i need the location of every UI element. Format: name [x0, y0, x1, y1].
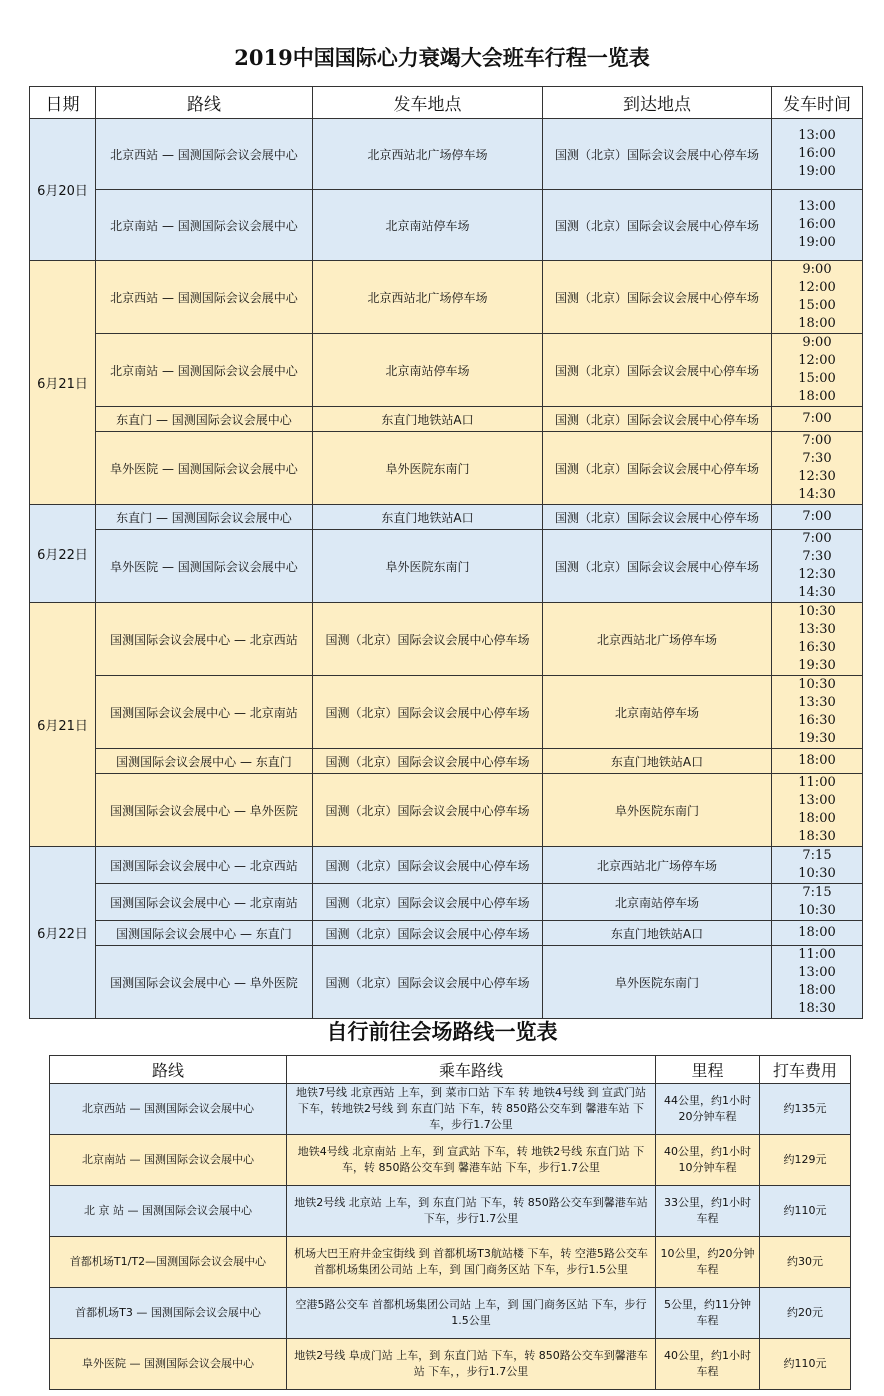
departure-time: 19:00 — [798, 235, 836, 250]
departure-time: 18:00 — [798, 983, 836, 998]
time-cell — [772, 530, 863, 603]
self-route-header-row — [50, 1056, 851, 1084]
departure-time: 19:00 — [798, 164, 836, 179]
header-route: 路线 — [96, 87, 313, 119]
departure-time: 7:00 — [802, 531, 832, 546]
departure-cell: 国测（北京）国际会议会展中心停车场 — [313, 774, 543, 847]
departure-cell: 阜外医院东南门 — [313, 432, 543, 505]
departure-time: 16:30 — [798, 640, 836, 655]
departure-cell: 阜外医院东南门 — [313, 530, 543, 603]
route-cell: 国测国际会议会展中心 — 北京南站 — [96, 676, 313, 749]
date-cell: 6月22日 — [30, 505, 96, 603]
departure-time: 16:00 — [798, 217, 836, 232]
transit-cell: 地铁2号线 北京站 上车，到 东直门站 下车，转 850路公交车到馨港车站 下车，步行1.7公里 — [287, 1186, 656, 1237]
departure-cell: 国测（北京）国际会议会展中心停车场 — [313, 749, 543, 774]
arrival-cell: 国测（北京）国际会议会展中心停车场 — [543, 119, 772, 190]
header-distance: 里程 — [656, 1056, 760, 1084]
arrival-cell: 北京南站停车场 — [543, 884, 772, 921]
transit-cell: 地铁4号线 北京南站 上车，到 宣武站 下车，转 地铁2号线 东直门站 下车，转 850路公交车到 馨港车站 下车，步行1.7公里 — [287, 1135, 656, 1186]
distance-cell: 44公里，约1小时20分钟车程 — [656, 1084, 760, 1135]
departure-time: 19:30 — [798, 731, 836, 746]
fare-cell: 约135元 — [760, 1084, 851, 1135]
route-cell: 北京西站 — 国测国际会议会展中心 — [96, 119, 313, 190]
departure-time: 11:00 — [798, 947, 836, 962]
arrival-cell: 国测（北京）国际会议会展中心停车场 — [543, 505, 772, 530]
departure-time: 13:00 — [798, 965, 836, 980]
route-cell: 国测国际会议会展中心 — 东直门 — [96, 921, 313, 946]
departure-time: 7:30 — [802, 549, 832, 564]
departure-time: 9:00 — [802, 262, 832, 277]
departure-cell: 国测（北京）国际会议会展中心停车场 — [313, 921, 543, 946]
header-arrival: 到达地点 — [543, 87, 772, 119]
departure-cell: 国测（北京）国际会议会展中心停车场 — [313, 603, 543, 676]
time-cell — [772, 119, 863, 190]
departure-time: 7:00 — [802, 509, 832, 524]
table-row — [50, 1135, 851, 1186]
arrival-cell: 北京西站北广场停车场 — [543, 847, 772, 884]
table-row — [30, 505, 863, 530]
departure-cell: 北京西站北广场停车场 — [313, 119, 543, 190]
route-cell: 国测国际会议会展中心 — 阜外医院 — [96, 774, 313, 847]
arrival-cell: 国测（北京）国际会议会展中心停车场 — [543, 190, 772, 261]
fare-cell: 约30元 — [760, 1237, 851, 1288]
arrival-cell: 国测（北京）国际会议会展中心停车场 — [543, 334, 772, 407]
departure-time: 10:30 — [798, 677, 836, 692]
route-cell: 阜外医院 — 国测国际会议会展中心 — [96, 432, 313, 505]
header-fare: 打车费用 — [760, 1056, 851, 1084]
departure-time: 18:00 — [798, 316, 836, 331]
fare-cell: 约129元 — [760, 1135, 851, 1186]
route-cell: 东直门 — 国测国际会议会展中心 — [96, 407, 313, 432]
departure-time: 12:30 — [798, 469, 836, 484]
distance-cell: 10公里，约20分钟车程 — [656, 1237, 760, 1288]
schedule-header-row — [30, 87, 863, 119]
route-cell: 国测国际会议会展中心 — 北京西站 — [96, 603, 313, 676]
departure-time: 13:30 — [798, 622, 836, 637]
departure-cell: 国测（北京）国际会议会展中心停车场 — [313, 676, 543, 749]
departure-time: 7:30 — [802, 451, 832, 466]
transit-cell: 地铁7号线 北京西站 上车，到 菜市口站 下车 转 地铁4号线 到 宣武门站 下车，转地铁2号线 到 东直门站 下车，转 850路公交车到 馨港车站 下车，步行1.7公里 — [287, 1084, 656, 1135]
departure-time: 14:30 — [798, 487, 836, 502]
time-cell — [772, 603, 863, 676]
table-row — [30, 190, 863, 261]
departure-time: 10:30 — [798, 604, 836, 619]
departure-cell: 北京南站停车场 — [313, 334, 543, 407]
time-cell — [772, 946, 863, 1019]
time-cell — [772, 432, 863, 505]
departure-time: 18:00 — [798, 389, 836, 404]
self-route-title: 自行前往会场路线一览表 — [326, 1019, 558, 1044]
date-cell: 6月21日 — [30, 603, 96, 847]
route-cell: 国测国际会议会展中心 — 北京南站 — [96, 884, 313, 921]
departure-time: 18:30 — [798, 829, 836, 844]
arrival-cell: 国测（北京）国际会议会展中心停车场 — [543, 261, 772, 334]
table-row — [30, 530, 863, 603]
header-time: 发车时间 — [772, 87, 863, 119]
time-cell — [772, 921, 863, 946]
departure-cell: 东直门地铁站A口 — [313, 505, 543, 530]
arrival-cell: 国测（北京）国际会议会展中心停车场 — [543, 530, 772, 603]
self-route-body — [50, 1084, 851, 1390]
arrival-cell: 国测（北京）国际会议会展中心停车场 — [543, 407, 772, 432]
schedule-title: 2019中国国际心力衰竭大会班车行程一览表 — [234, 45, 650, 70]
time-cell — [772, 407, 863, 432]
date-cell: 6月21日 — [30, 261, 96, 505]
departure-time: 19:30 — [798, 658, 836, 673]
distance-cell: 33公里，约1小时车程 — [656, 1186, 760, 1237]
header-date: 日期 — [30, 87, 96, 119]
arrival-cell: 北京南站停车场 — [543, 676, 772, 749]
departure-time: 18:00 — [798, 753, 836, 768]
arrival-cell: 阜外医院东南门 — [543, 946, 772, 1019]
table-row — [30, 407, 863, 432]
departure-time: 15:00 — [798, 298, 836, 313]
arrival-cell: 国测（北京）国际会议会展中心停车场 — [543, 432, 772, 505]
fare-cell: 约110元 — [760, 1339, 851, 1390]
table-row — [30, 946, 863, 1019]
departure-time: 11:00 — [798, 775, 836, 790]
table-row — [30, 334, 863, 407]
table-row — [30, 921, 863, 946]
departure-time: 13:00 — [798, 128, 836, 143]
schedule-body — [30, 119, 863, 1019]
distance-cell: 40公里，约1小时10分钟车程 — [656, 1135, 760, 1186]
table-row — [50, 1339, 851, 1390]
table-row — [30, 261, 863, 334]
table-row — [30, 847, 863, 884]
date-cell: 6月20日 — [30, 119, 96, 261]
arrival-cell: 东直门地铁站A口 — [543, 749, 772, 774]
time-cell — [772, 334, 863, 407]
date-cell: 6月22日 — [30, 847, 96, 1019]
table-row — [30, 676, 863, 749]
fare-cell: 约110元 — [760, 1186, 851, 1237]
route-cell: 国测国际会议会展中心 — 北京西站 — [96, 847, 313, 884]
table-row — [50, 1186, 851, 1237]
time-cell — [772, 190, 863, 261]
transit-cell: 空港5路公交车 首都机场集团公司站 上车，到 国门商务区站 下车，步行1.5公里 — [287, 1288, 656, 1339]
route-cell: 北京西站 — 国测国际会议会展中心 — [96, 261, 313, 334]
route-cell: 首都机场T1/T2—国测国际会议会展中心 — [50, 1237, 287, 1288]
fare-cell: 约20元 — [760, 1288, 851, 1339]
time-cell — [772, 884, 863, 921]
departure-cell: 东直门地铁站A口 — [313, 407, 543, 432]
time-cell — [772, 847, 863, 884]
departure-time: 16:00 — [798, 146, 836, 161]
self-route-table — [49, 1055, 851, 1390]
table-row — [30, 774, 863, 847]
departure-time: 7:00 — [802, 411, 832, 426]
departure-time: 18:00 — [798, 811, 836, 826]
departure-cell: 国测（北京）国际会议会展中心停车场 — [313, 884, 543, 921]
route-cell: 北 京 站 — 国测国际会议会展中心 — [50, 1186, 287, 1237]
header-departure: 发车地点 — [313, 87, 543, 119]
time-cell — [772, 505, 863, 530]
departure-time: 16:30 — [798, 713, 836, 728]
departure-time: 13:00 — [798, 793, 836, 808]
departure-time: 12:00 — [798, 353, 836, 368]
route-cell: 国测国际会议会展中心 — 阜外医院 — [96, 946, 313, 1019]
header-transit: 乘车路线 — [287, 1056, 656, 1084]
departure-time: 12:30 — [798, 567, 836, 582]
arrival-cell: 北京西站北广场停车场 — [543, 603, 772, 676]
departure-time: 15:00 — [798, 371, 836, 386]
departure-time: 18:30 — [798, 1001, 836, 1016]
transit-cell: 机场大巴王府井金宝街线 到 首都机场T3航站楼 下车，转 空港5路公交车 首都机场集团公司站 上车，到 国门商务区站 下车，步行1.5公里 — [287, 1237, 656, 1288]
departure-time: 12:00 — [798, 280, 836, 295]
shuttle-schedule-table — [29, 86, 863, 1019]
table-row — [50, 1084, 851, 1135]
arrival-cell: 东直门地铁站A口 — [543, 921, 772, 946]
table-row — [30, 749, 863, 774]
route-cell: 北京西站 — 国测国际会议会展中心 — [50, 1084, 287, 1135]
route-cell: 阜外医院 — 国测国际会议会展中心 — [96, 530, 313, 603]
route-cell: 北京南站 — 国测国际会议会展中心 — [50, 1135, 287, 1186]
table-row — [30, 603, 863, 676]
route-cell: 阜外医院 — 国测国际会议会展中心 — [50, 1339, 287, 1390]
distance-cell: 40公里，约1小时车程 — [656, 1339, 760, 1390]
header-route: 路线 — [50, 1056, 287, 1084]
departure-cell: 北京南站停车场 — [313, 190, 543, 261]
departure-cell: 北京西站北广场停车场 — [313, 261, 543, 334]
route-cell: 国测国际会议会展中心 — 东直门 — [96, 749, 313, 774]
departure-cell: 国测（北京）国际会议会展中心停车场 — [313, 847, 543, 884]
transit-cell: 地铁2号线 阜成门站 上车，到 东直门站 下车，转 850路公交车到馨港车站 下车，，步行1.7公里 — [287, 1339, 656, 1390]
departure-time: 7:15 — [802, 848, 832, 863]
route-cell: 北京南站 — 国测国际会议会展中心 — [96, 334, 313, 407]
departure-time: 14:30 — [798, 585, 836, 600]
route-cell: 东直门 — 国测国际会议会展中心 — [96, 505, 313, 530]
departure-time: 13:00 — [798, 199, 836, 214]
departure-time: 13:30 — [798, 695, 836, 710]
table-row — [50, 1288, 851, 1339]
time-cell — [772, 676, 863, 749]
table-row — [30, 432, 863, 505]
route-cell: 首都机场T3 — 国测国际会议会展中心 — [50, 1288, 287, 1339]
departure-time: 18:00 — [798, 925, 836, 940]
table-row — [30, 119, 863, 190]
table-row — [30, 884, 863, 921]
departure-cell: 国测（北京）国际会议会展中心停车场 — [313, 946, 543, 1019]
time-cell — [772, 261, 863, 334]
departure-time: 9:00 — [802, 335, 832, 350]
distance-cell: 5公里，约11分钟车程 — [656, 1288, 760, 1339]
departure-time: 10:30 — [798, 866, 836, 881]
table-row — [50, 1237, 851, 1288]
time-cell — [772, 749, 863, 774]
route-cell: 北京南站 — 国测国际会议会展中心 — [96, 190, 313, 261]
departure-time: 7:00 — [802, 433, 832, 448]
arrival-cell: 阜外医院东南门 — [543, 774, 772, 847]
time-cell — [772, 774, 863, 847]
departure-time: 10:30 — [798, 903, 836, 918]
departure-time: 7:15 — [802, 885, 832, 900]
